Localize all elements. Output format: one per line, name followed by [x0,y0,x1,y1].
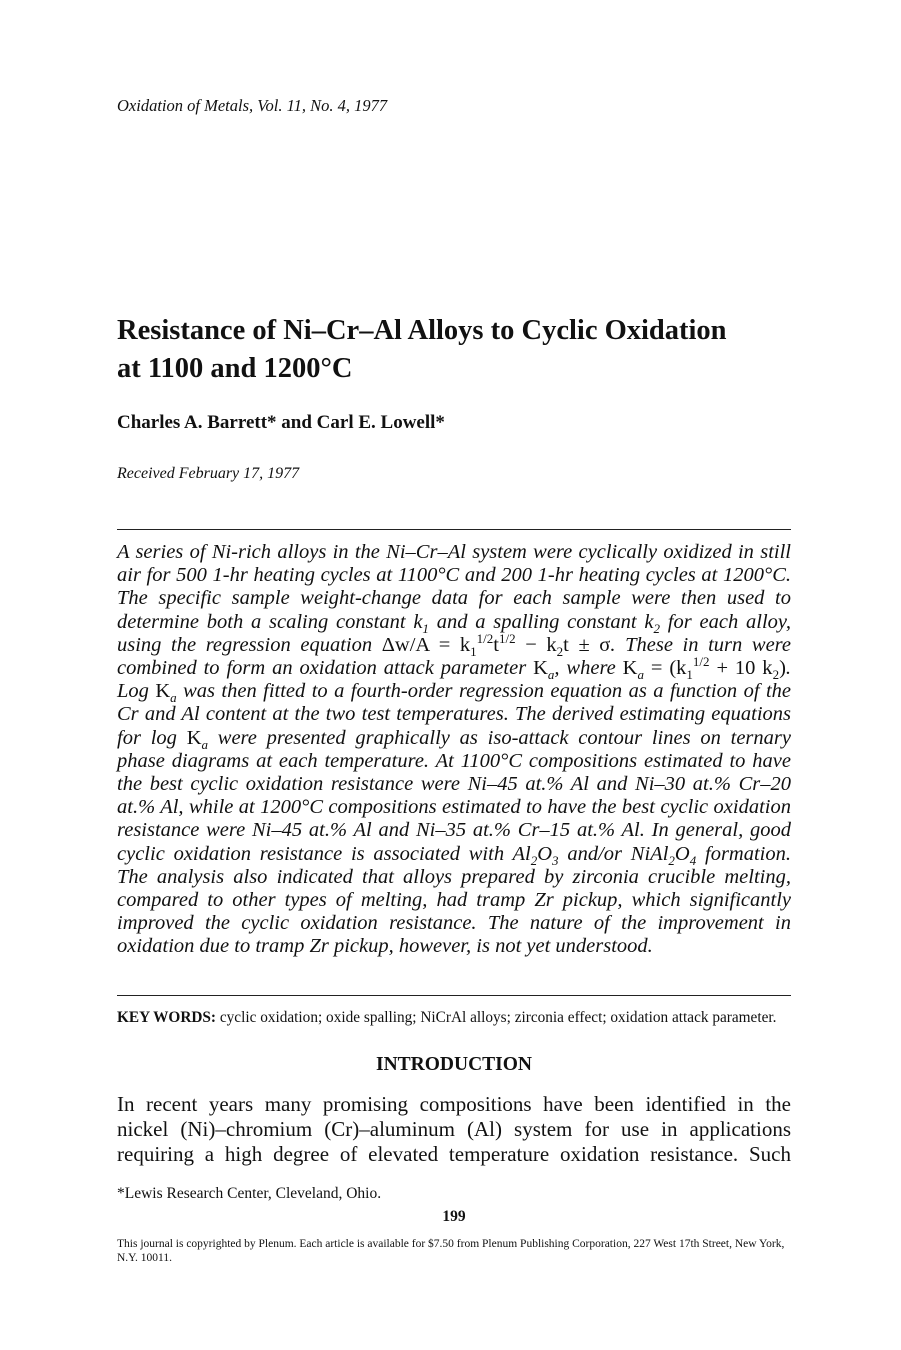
journal-reference: Oxidation of Metals, Vol. 11, No. 4, 1977 [117,96,388,115]
intro-line-2: nickel (Ni)–chromium (Cr)–aluminum (Al) system for use in applications [117,1117,791,1141]
abstract-top-rule [117,529,791,530]
abstract: A series of Ni-rich alloys in the Ni–Cr–Al system were cyclically oxidized in still air for 500 1-hr heating cycles at 1100°C and 200 1-hr heating cycles at 1200°C. The specific sample weight-change data for each sample were then used to determine both a scaling constant $k_1$ and a spalling constant $k_2$ for each alloy, using the regression equation $\Delta w/A = k_1^{1/2}t^{1/2} - k_2t \pm \sigma$. These in turn were combined to form an oxidation attack parameter $K_a$, where $K_a = (k_1^{1/2} + 10$ $k_2$). Log $K_a$ was then fitted to a fourth-order regression equation as a function of the Cr and Al content at the two test temperatures. The derived estimating equations for $\log K_a$ were presented graphically as iso-attack contour lines on ternary phase diagrams at each temperature. At 1100°C compositions estimated to have the best cyclic oxidation resistance were Ni–45 at.% Al and Ni–30 at.% Cr–20 at.% Al, while at 1200°C compositions estimated to have the best cyclic oxidation resistance were Ni–45 at.% Al and Ni–35 at.% Cr–15 at.% Al. In general, good cyclic oxidation resistance is associated with $Al_2O_3$ and/or $NiAl_2O_4$ formation. The analysis also indicated that alloys prepared by zirconia crucible melting, compared to other types of melting, had tramp Zr pickup, which significantly improved the cyclic oxidation resistance. The nature of the improvement in oxidation due to tramp Zr pickup, however, is not yet understood. [117,541,792,958]
introduction-text [117,1092,791,1167]
title-line-2: at 1100 and 1200°C [117,353,353,384]
received-date: Received February 17, 1977 [117,465,300,482]
article-title [117,312,817,388]
title-line-1: Resistance of Ni–Cr–Al Alloys to Cyclic Oxidation [117,315,727,346]
authors: Charles A. Barrett* and Carl E. Lowell* [117,412,445,433]
footnote: *Lewis Research Center, Cleveland, Ohio. [117,1185,382,1202]
keywords-label: KEY WORDS: [117,1009,217,1026]
page-number: 199 [442,1208,466,1225]
section-heading-introduction: INTRODUCTION [375,1054,533,1075]
abstract-bottom-rule [117,995,791,996]
copyright-notice: This journal is copyrighted by Plenum. Each article is available for $7.50 from Plenum Publishing Corporation, 227 West 17th Street, New York, N.Y. 10011. [117,1238,785,1264]
keywords [117,1008,791,1028]
intro-line-1: In recent years many promising compositions have been identified in the [117,1092,791,1116]
intro-line-3: requiring a high degree of elevated temperature oxidation resistance. Such [117,1142,791,1166]
keywords-text: cyclic oxidation; oxide spalling; NiCrAl alloys; zirconia effect; oxidation attack parameter. [216,1009,777,1026]
